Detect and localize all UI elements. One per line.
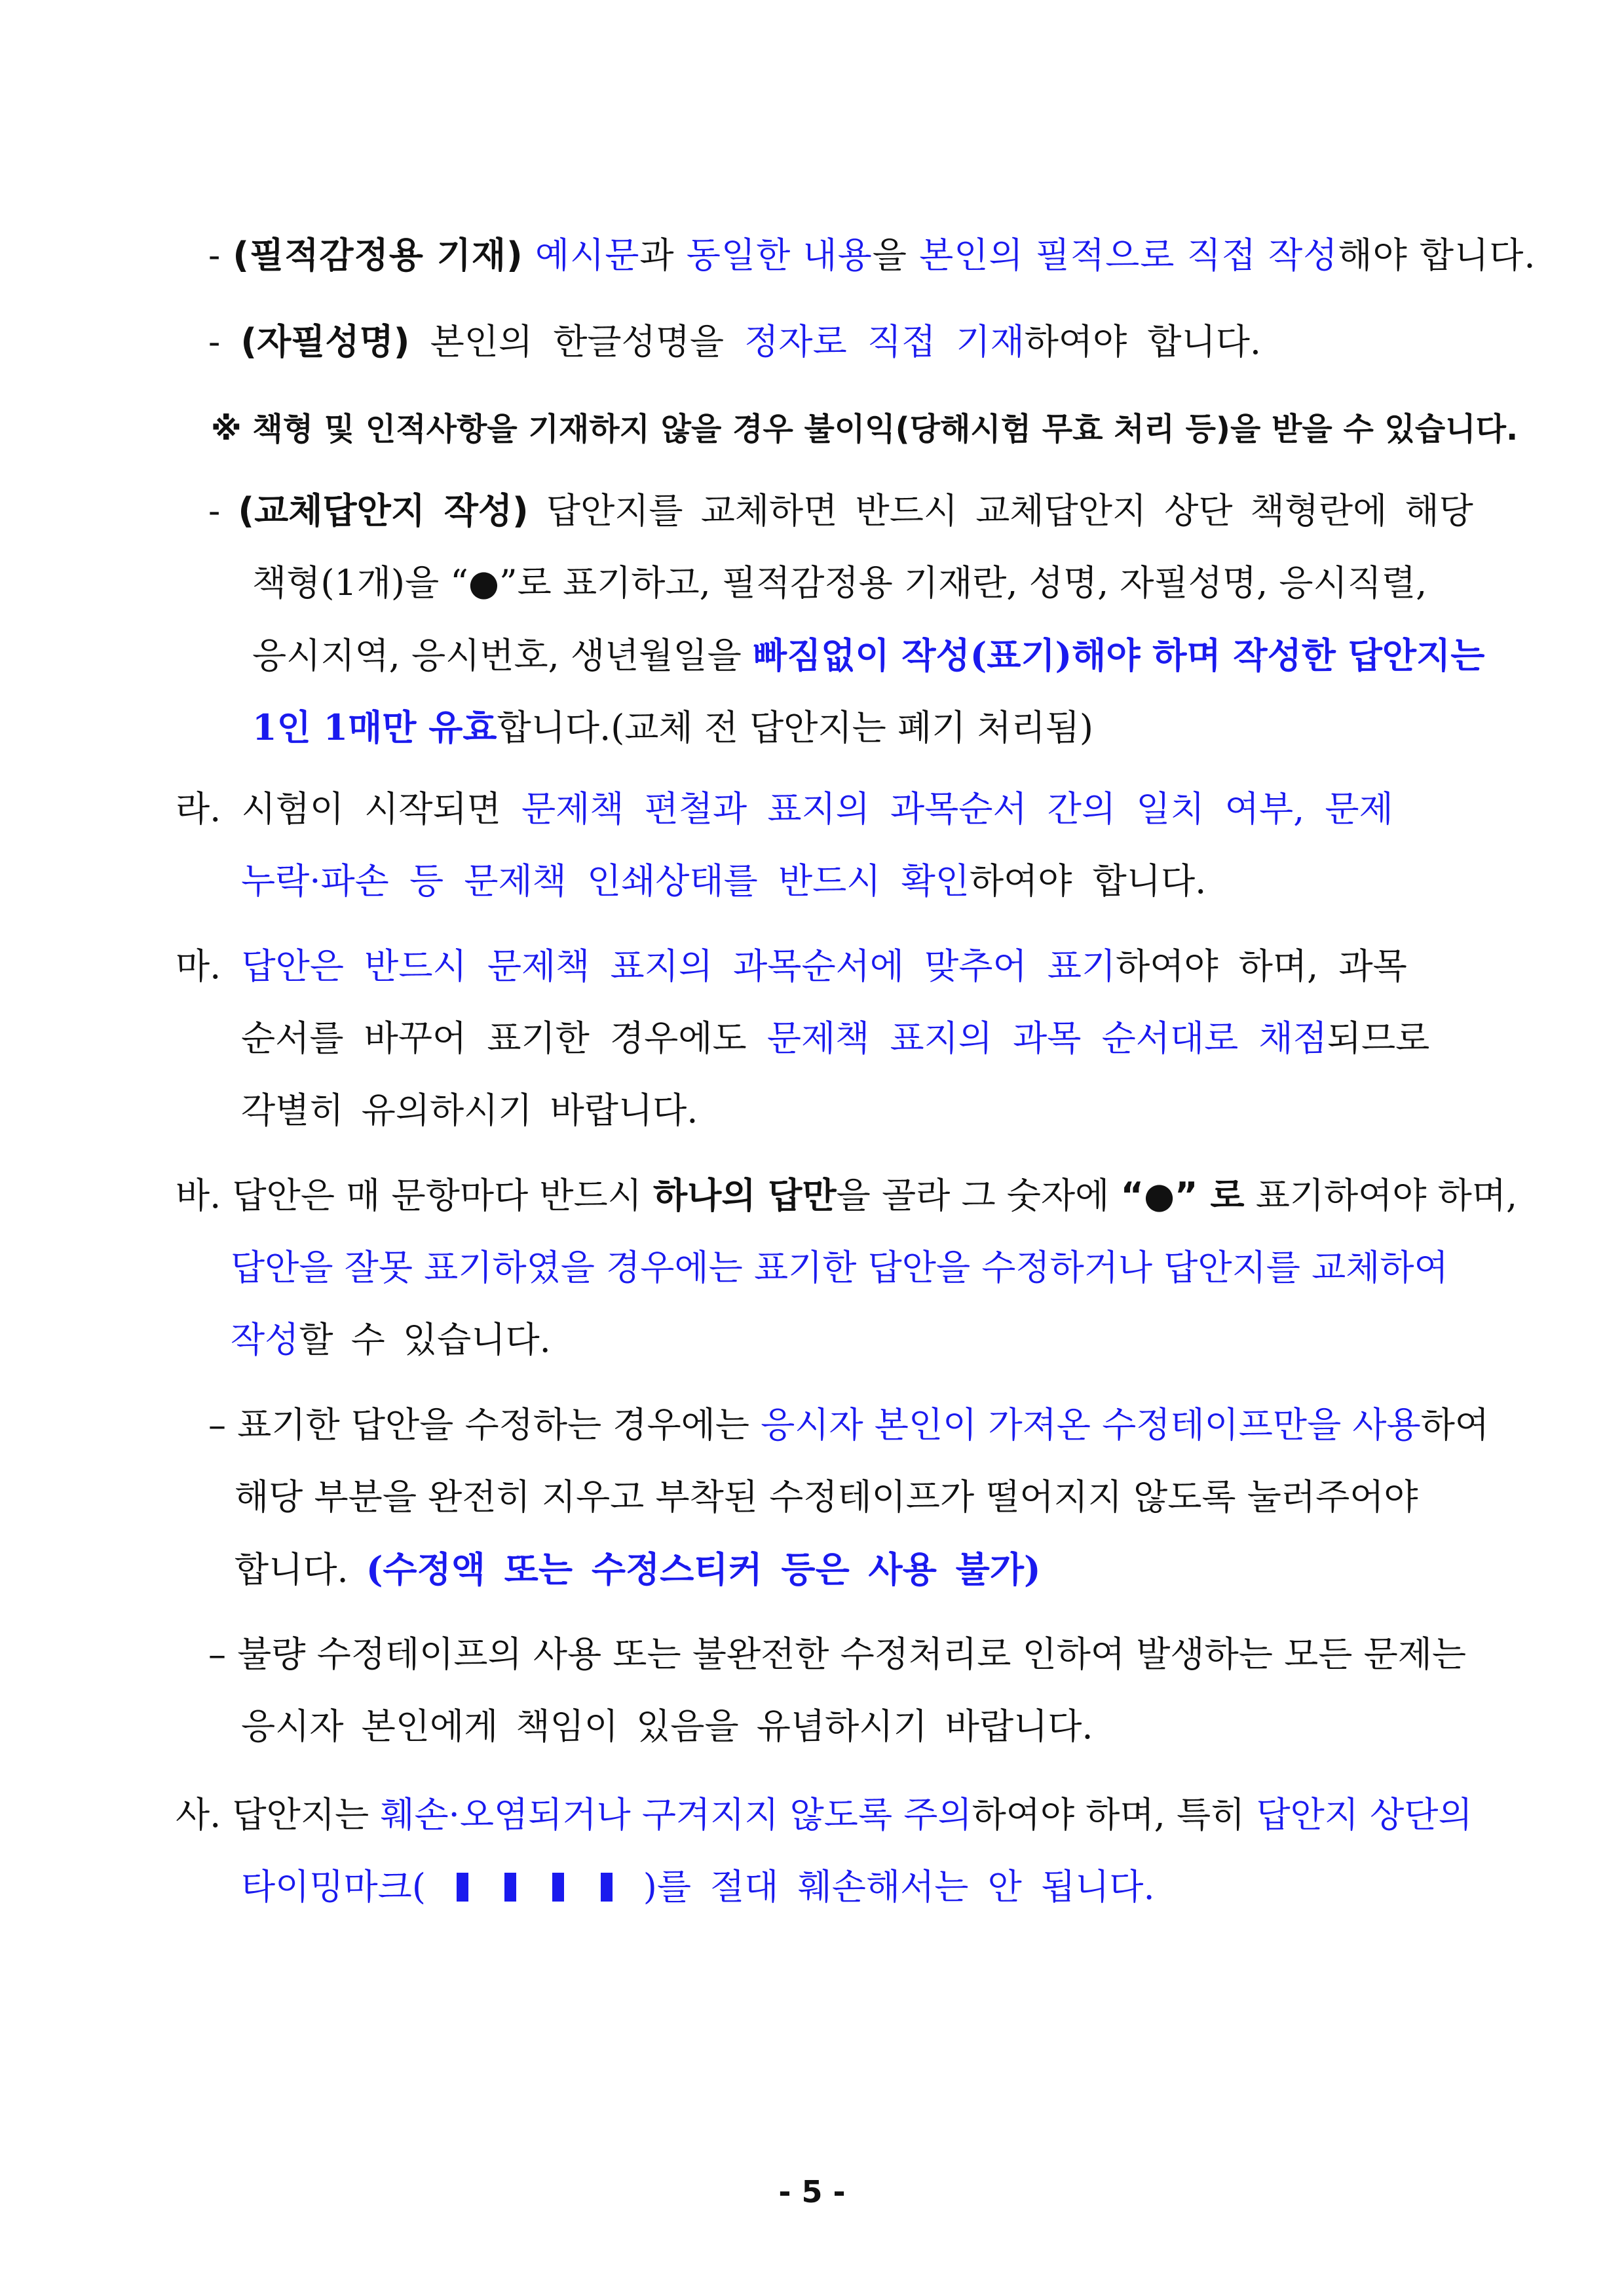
highlight-text: 답안지 상단의	[1256, 1794, 1473, 1835]
item-sa	[176, 1792, 1473, 1838]
timing-mark	[504, 1873, 516, 1902]
item-ba-line3	[231, 1317, 551, 1363]
dash: -	[208, 490, 221, 531]
item-marker: 사.	[176, 1794, 221, 1835]
highlight-text: 빠짐없이 작성(표기)해야 하며 작성한 답안지는	[752, 634, 1485, 676]
notice	[211, 406, 1518, 452]
body-text: 하여	[1420, 1404, 1490, 1445]
sub-item-autograph	[208, 319, 1261, 365]
body-text: 을	[872, 235, 907, 276]
body-text: 각별히 유의하시기 바랍니다.	[241, 1090, 698, 1131]
sub-item-replace-line3	[252, 632, 1484, 679]
body-text: 불량 수정테이프의 사용 또는 불완전한 수정처리로 인하여 발생하는 모든 문제는	[237, 1634, 1467, 1675]
item-ba	[176, 1173, 1517, 1219]
item-sa-line2	[241, 1864, 1155, 1910]
item-marker: 라.	[176, 788, 221, 830]
body-text: 시험이 시작되면	[241, 788, 501, 830]
sub-item-replace	[208, 488, 1473, 534]
highlight-text: 1인 1매만 유효	[252, 706, 497, 748]
body-text: 해당 부분을 완전히 지우고 부착된 수정테이프가 떨어지지 않도록 눌러주어야	[235, 1476, 1418, 1518]
item-ra	[176, 786, 1393, 832]
body-text: 표기한 답안을 수정하는 경우에는	[237, 1404, 749, 1445]
highlight-text: 문제책 편철과 표지의 과목순서 간의 일치 여부, 문제	[521, 788, 1393, 830]
body-text: 하여야 합니다.	[969, 860, 1207, 902]
highlight-text: )를 절대 훼손해서는 안 됩니다.	[643, 1866, 1155, 1907]
highlight-text: 동일한 내용	[686, 235, 873, 276]
body-text: 해야 합니다.	[1338, 235, 1536, 276]
body-text: 하여야 하며, 과목	[1116, 946, 1407, 987]
body-text: 되므로	[1327, 1018, 1430, 1059]
highlight-text: 정자로 직접 기재	[744, 321, 1025, 362]
dash: -	[208, 321, 221, 362]
body-text: 을 골라 그 숫자에	[836, 1175, 1110, 1216]
page-number: - 5 -	[778, 2174, 846, 2210]
body-text: 답안지를 교체하면 반드시 교체답안지 상단 책형란에 해당	[546, 490, 1473, 531]
highlight-text: 예시문	[535, 235, 640, 276]
highlight-text: 작성	[231, 1319, 299, 1360]
item-ba-line2	[231, 1245, 1448, 1291]
body-text: 합니다.(교체 전 답안지는 폐기 처리됨)	[497, 707, 1093, 748]
sub-item-label: (교체답안지 작성)	[238, 490, 529, 531]
body-text: 하여야 합니다.	[1024, 321, 1262, 362]
sub-item-label: (자필성명)	[240, 321, 410, 362]
sub-item-replace-line2	[252, 560, 1427, 606]
highlight-text: 누락·파손 등 문제책 인쇄상태를 반드시 확인	[241, 860, 970, 902]
body-text: 하여야 하며, 특히	[972, 1794, 1245, 1835]
dash: –	[208, 1634, 226, 1675]
sub-item-faulty	[208, 1632, 1466, 1677]
body-text: 응시자 본인에게 책임이 있음을 유념하시기 바랍니다.	[241, 1706, 1093, 1747]
body-text: 응시지역, 응시번호, 생년월일을	[252, 635, 742, 676]
item-ma-line3	[241, 1088, 698, 1134]
sub-item-label: (필적감정용 기재)	[233, 235, 523, 276]
body-text: 합니다.	[235, 1549, 349, 1590]
sub-item-tape-line2	[235, 1474, 1418, 1520]
body-text: 과	[639, 235, 675, 276]
body-text: 책형(1개)을 “●”로 표기하고, 필적감정용 기재란, 성명, 자필성명, 응시직렬,	[252, 562, 1427, 603]
body-text: 할 수 있습니다.	[299, 1319, 551, 1360]
highlight-text: 본인의 필적으로 직접 작성	[919, 235, 1338, 276]
highlight-text: 타이밍마크(	[241, 1866, 426, 1907]
timing-mark	[457, 1873, 468, 1902]
highlight-text: 문제책 표지의 과목 순서대로 채점	[766, 1018, 1327, 1059]
highlight-text: 응시자 본인이 가져온 수정테이프만을 사용	[761, 1404, 1421, 1445]
timing-mark	[552, 1873, 564, 1902]
timing-mark	[601, 1873, 613, 1902]
item-marker: 마.	[176, 946, 221, 987]
item-ra-line2	[241, 858, 1206, 904]
bold-text: “●” 로	[1120, 1175, 1245, 1216]
sub-item-faulty-line2	[241, 1704, 1093, 1750]
timing-marks	[457, 1864, 613, 1910]
highlight-text: 훼손·오염되거나 구겨지지 않도록 주의	[380, 1794, 972, 1835]
highlight-text: 답안을 잘못 표기하였을 경우에는 표기한 답안을 수정하거나 답안지를 교체하여	[231, 1247, 1448, 1288]
sub-item-signature	[208, 233, 1536, 278]
dash: -	[208, 235, 221, 276]
body-text: 표기하여야 하며,	[1255, 1175, 1518, 1216]
body-text: 답안지는	[232, 1794, 369, 1835]
body-text: 순서를 바꾸어 표기한 경우에도	[241, 1018, 747, 1059]
notice-text: ※ 책형 및 인적사항을 기재하지 않을 경우 불이익(당해시험 무효 처리 등)을 받을 수 있습니다.	[211, 411, 1519, 448]
sub-item-tape	[208, 1402, 1489, 1448]
highlight-text: (수정액 또는 수정스티커 등은 사용 불가)	[366, 1548, 1041, 1590]
sub-item-tape-line3	[235, 1546, 1041, 1593]
body-text: 답안은 매 문항마다 반드시	[232, 1175, 642, 1216]
highlight-text: 답안은 반드시 문제책 표지의 과목순서에 맞추어 표기	[241, 946, 1116, 987]
item-ma-line2	[241, 1016, 1429, 1062]
bold-text: 하나의 답만	[653, 1175, 837, 1216]
item-ma	[176, 944, 1407, 989]
item-marker: 바.	[176, 1175, 221, 1216]
body-text: 본인의 한글성명을	[430, 321, 725, 362]
dash: –	[208, 1404, 226, 1445]
sub-item-replace-line4	[252, 704, 1093, 751]
